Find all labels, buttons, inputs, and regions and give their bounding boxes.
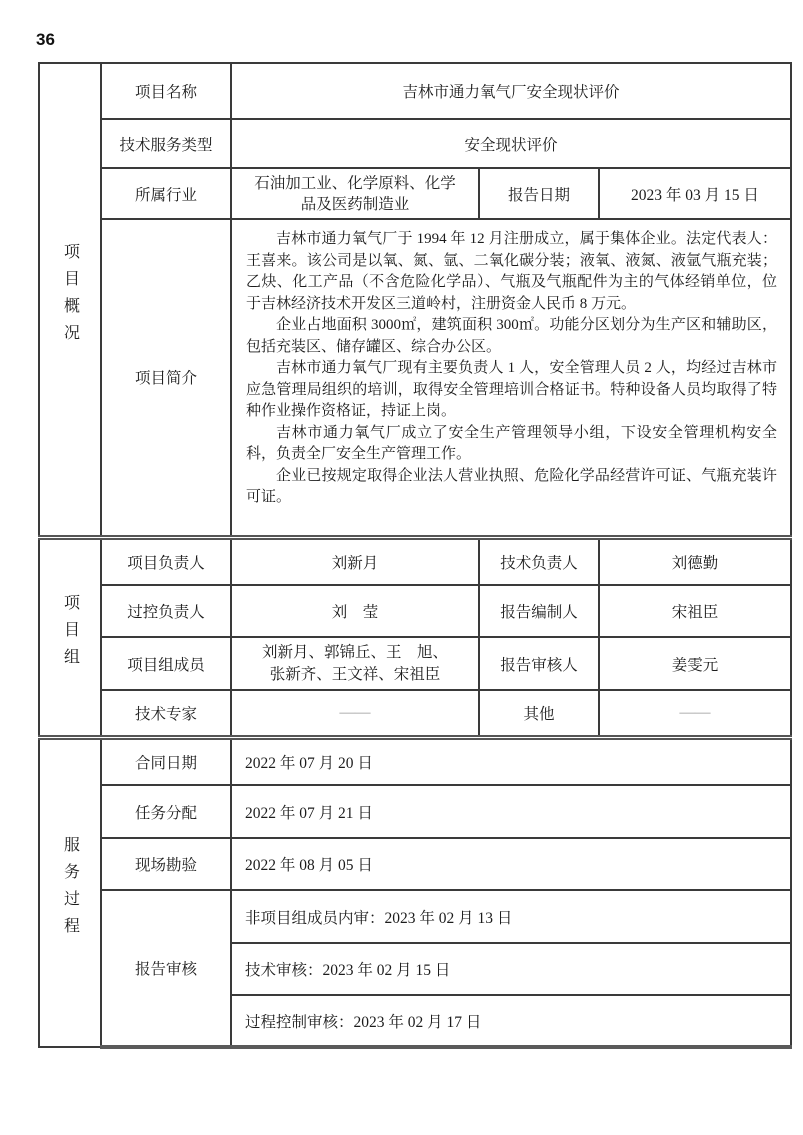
row-contract-date (39, 737, 791, 785)
cell-report-review-process-control: 过程控制审核：2023 年 02 月 17 日 (231, 995, 791, 1047)
cell-team-members-value: 刘新月、郭锦丘、王 旭、张新齐、王文祥、宋祖臣 (231, 637, 479, 690)
project-info-table (38, 62, 792, 1049)
cell-report-review-label: 报告审核 (101, 890, 231, 1047)
cell-project-leader-value: 刘新月 (231, 537, 479, 585)
cell-summary-label: 项目简介 (101, 219, 231, 537)
section-label-process-text: 服务过程 (61, 836, 79, 945)
section-label-process (39, 737, 101, 1047)
cell-project-name-value: 吉林市通力氧气厂安全现状评价 (231, 63, 791, 119)
cell-process-control-label: 过控负责人 (101, 585, 231, 637)
row-tech-expert (39, 690, 791, 737)
row-process-control-leader (39, 585, 791, 637)
row-project-leader (39, 537, 791, 585)
cell-industry-value: 石油加工业、化学原料、化学品及医药制造业 (231, 168, 479, 219)
cell-process-control-value: 刘 莹 (231, 585, 479, 637)
cell-contract-date-value: 2022 年 07 月 20 日 (231, 737, 791, 785)
cell-report-reviewer-label: 报告审核人 (479, 637, 599, 690)
page-number: 36 (36, 30, 55, 49)
summary-paragraph-4: 吉林市通力氧气厂成立了安全生产管理领导小组，下设安全管理机构安全科，负责全厂安全生产管理工作。 (246, 424, 777, 462)
row-service-type (39, 119, 791, 168)
summary-paragraph-1: 吉林市通力氧气厂于 1994 年 12 月注册成立，属于集体企业。法定代表人：王喜来。该公司是以氧、氮、氩、二氧化碳分装；液氧、液氮、液氩气瓶充装；乙炔、化工产品（不含危险化学品）、气瓶及气瓶配件为主的气体经销单位，位于吉林经济技术开发区三道岭村，注册资金人民币 8 万元。 (246, 231, 777, 312)
summary-paragraph-3: 吉林市通力氧气厂现有主要负责人 1 人，安全管理人员 2 人，均经过吉林市应急管理局组织的培训，取得安全管理培训合格证书。特种设备人员均取得了特种作业操作资格证，持证上岗。 (246, 360, 777, 419)
cell-report-review-technical: 技术审核：2023 年 02 月 15 日 (231, 943, 791, 995)
cell-project-leader-label: 项目负责人 (101, 537, 231, 585)
cell-report-reviewer-value: 姜雯元 (599, 637, 791, 690)
row-site-survey (39, 838, 791, 890)
cell-other-value: —— (599, 690, 791, 737)
cell-service-type-label: 技术服务类型 (101, 119, 231, 168)
row-task-assignment (39, 785, 791, 838)
summary-paragraph-5: 企业已按规定取得企业法人营业执照、危险化学品经营许可证、气瓶充装许可证。 (246, 467, 777, 505)
cell-task-assignment-value: 2022 年 07 月 21 日 (231, 785, 791, 838)
cell-report-date-value: 2023 年 03 月 15 日 (599, 168, 791, 219)
row-summary (39, 219, 791, 537)
cell-other-label: 其他 (479, 690, 599, 737)
cell-industry-label: 所属行业 (101, 168, 231, 219)
cell-site-survey-label: 现场勘验 (101, 838, 231, 890)
section-label-overview-text: 项目概况 (61, 242, 79, 351)
cell-report-date-label: 报告日期 (479, 168, 599, 219)
cell-summary-value (231, 219, 791, 537)
cell-tech-expert-value: —— (231, 690, 479, 737)
row-report-review-1 (39, 890, 791, 943)
cell-tech-leader-value: 刘德勤 (599, 537, 791, 585)
cell-team-members-label: 项目组成员 (101, 637, 231, 690)
cell-project-name-label: 项目名称 (101, 63, 231, 119)
cell-report-writer-label: 报告编制人 (479, 585, 599, 637)
summary-paragraph-2: 企业占地面积 3000㎡，建筑面积 300㎡。功能分区划分为生产区和辅助区，包括充装区、储存罐区、综合办公区。 (246, 317, 777, 355)
cell-contract-date-label: 合同日期 (101, 737, 231, 785)
row-industry (39, 168, 791, 219)
row-project-name (39, 63, 791, 119)
cell-tech-leader-label: 技术负责人 (479, 537, 599, 585)
cell-service-type-value: 安全现状评价 (231, 119, 791, 168)
cell-report-writer-value: 宋祖臣 (599, 585, 791, 637)
row-team-members (39, 637, 791, 690)
cell-tech-expert-label: 技术专家 (101, 690, 231, 737)
cell-report-review-internal: 非项目组成员内审：2023 年 02 月 13 日 (231, 890, 791, 943)
section-label-overview (39, 63, 101, 537)
cell-site-survey-value: 2022 年 08 月 05 日 (231, 838, 791, 890)
section-label-team (39, 537, 101, 737)
cell-task-assignment-label: 任务分配 (101, 785, 231, 838)
section-label-team-text: 项目组 (61, 594, 79, 675)
